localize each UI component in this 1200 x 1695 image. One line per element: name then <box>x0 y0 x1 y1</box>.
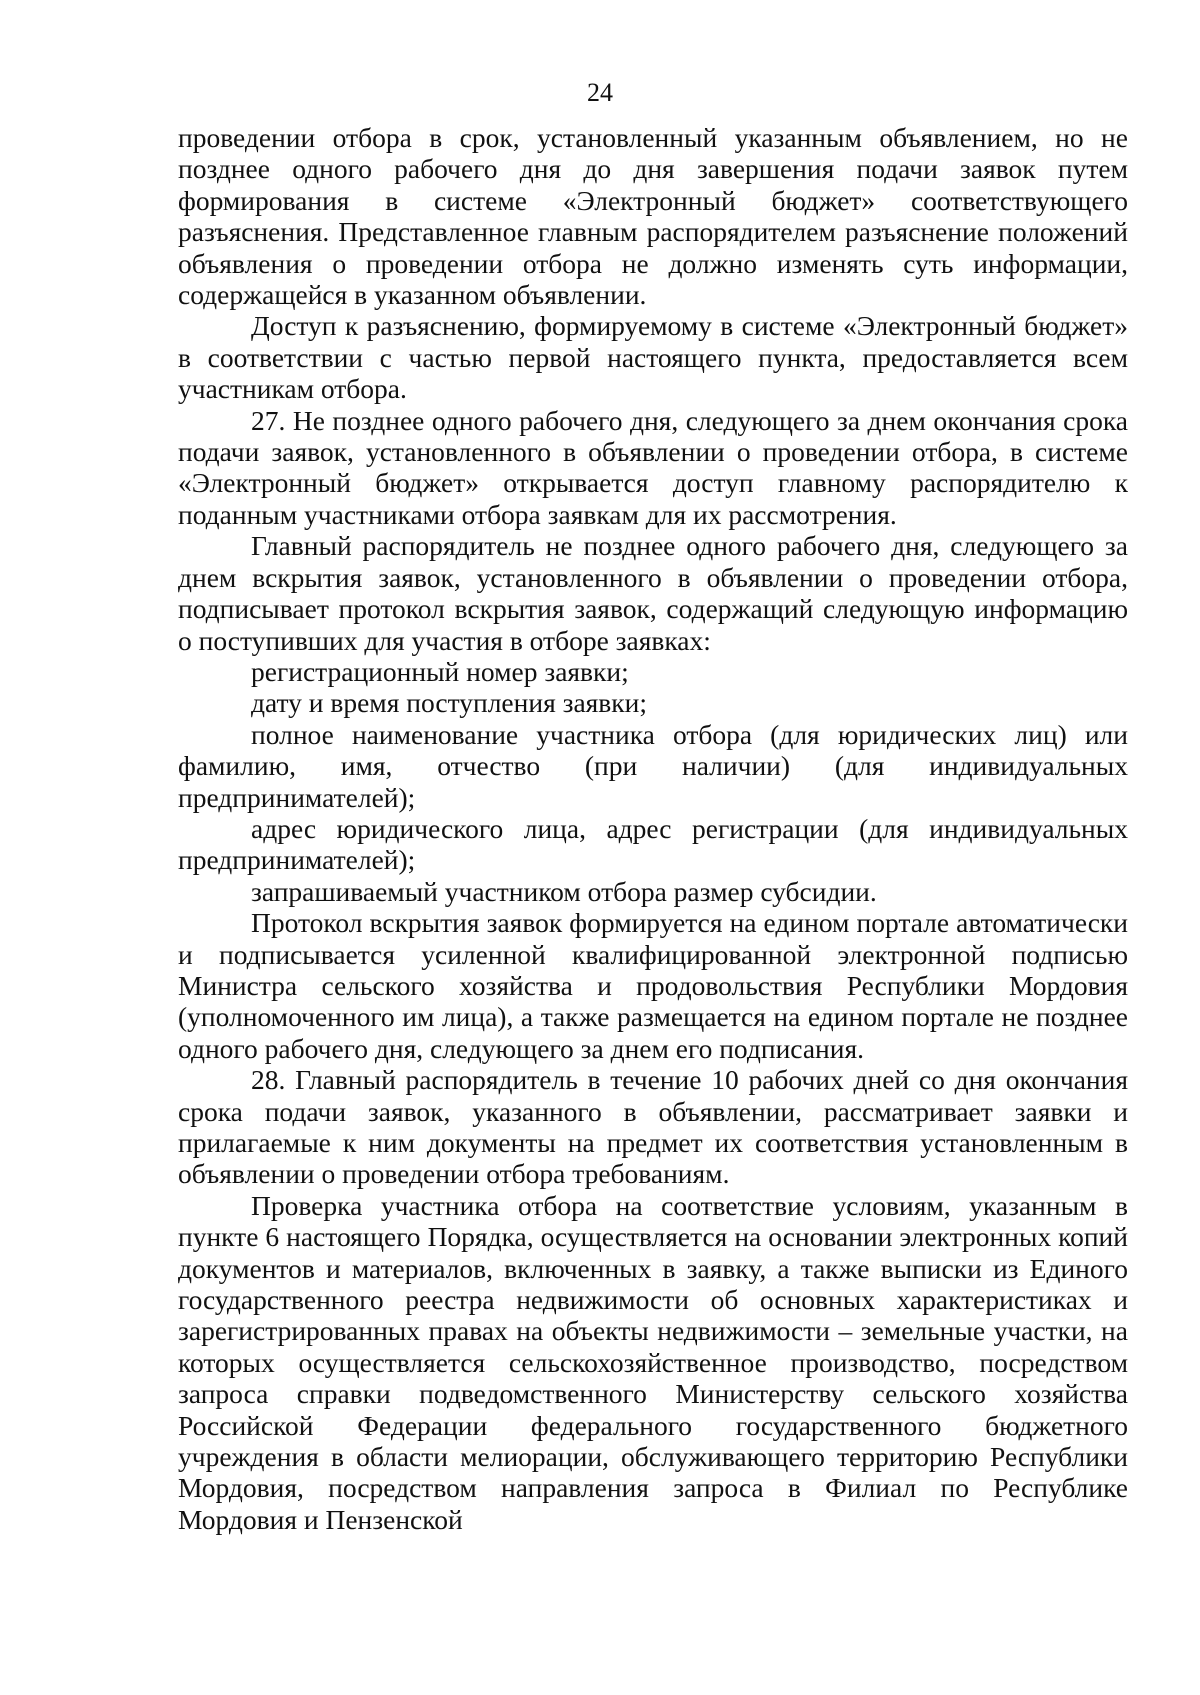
paragraph: Доступ к разъяснению, формируемому в системе «Электронный бюджет» в соответствии с частью первой настоящего пункта, предоставляется всем участникам отбора. <box>178 310 1128 405</box>
body-text <box>178 122 1128 1535</box>
paragraph: регистрационный номер заявки; <box>251 655 629 687</box>
paragraph: 27. Не позднее одного рабочего дня, следующего за днем окончания срока подачи заявок, установленного в объявлении о проведении отбора, в системе «Электронный бюджет» открывается доступ главному распорядителю к поданным участниками отбора заявкам для их рассмотрения. <box>178 404 1128 530</box>
paragraph: Главный распорядитель не позднее одного рабочего дня, следующего за днем вскрытия заявок, установленного в объявлении о проведении отбора, подписывает протокол вскрытия заявок, содержащий следующую информацию о поступивших для участия в отборе заявках: <box>178 530 1128 656</box>
paragraph: полное наименование участника отбора (для юридических лиц) или фамилию, имя, отчество (при наличии) (для индивидуальных предпринимателей); <box>178 718 1128 813</box>
paragraph: дату и время поступления заявки; <box>251 687 648 719</box>
page-number: 24 <box>587 78 613 107</box>
paragraph: проведении отбора в срок, установленный указанным объявлением, но не позднее одного рабочего дня до дня завершения подачи заявок путем формирования в системе «Электронный бюджет» соответствующего разъяснения. Представленное главным распорядителем разъяснение положений объявления о проведении отбора не должно изменять суть информации, содержащейся в указанном объявлении. <box>178 122 1128 311</box>
paragraph: Проверка участника отбора на соответствие условиям, указанным в пункте 6 настоящего Порядка, осуществляется на основании электронных копий документов и материалов, включенных в заявку, а также выписки из Единого государственного реестра недвижимости об основных характеристиках и зарегистрированных правах на объекты недвижимости – земельные участки, на которых осуществляется сельскохозяйственное производство, посредством запроса справки подведомственного Министерству сельского хозяйства Российской Федерации федерального государственного бюджетного учреждения в области мелиорации, обслуживающего территорию Республики Мордовия, посредством направления запроса в Филиал по Республике Мордовия и Пензенской <box>178 1189 1128 1535</box>
paragraph: 28. Главный распорядитель в течение 10 рабочих дней со дня окончания срока подачи заявок, указанного в объявлении, рассматривает заявки и прилагаемые к ним документы на предмет их соответствия установленным в объявлении о проведении отбора требованиям. <box>178 1064 1128 1190</box>
paragraph: адрес юридического лица, адрес регистрации (для индивидуальных предпринимателей); <box>178 812 1128 876</box>
paragraph: запрашиваемый участником отбора размер субсидии. <box>251 875 877 907</box>
paragraph: Протокол вскрытия заявок формируется на едином портале автоматически и подписывается усиленной квалифицированной электронной подписью Министра сельского хозяйства и продовольствия Республики Мордовия (уполномоченного им лица), а также размещается на едином портале не позднее одного рабочего дня, следующего за днем его подписания. <box>178 907 1128 1064</box>
